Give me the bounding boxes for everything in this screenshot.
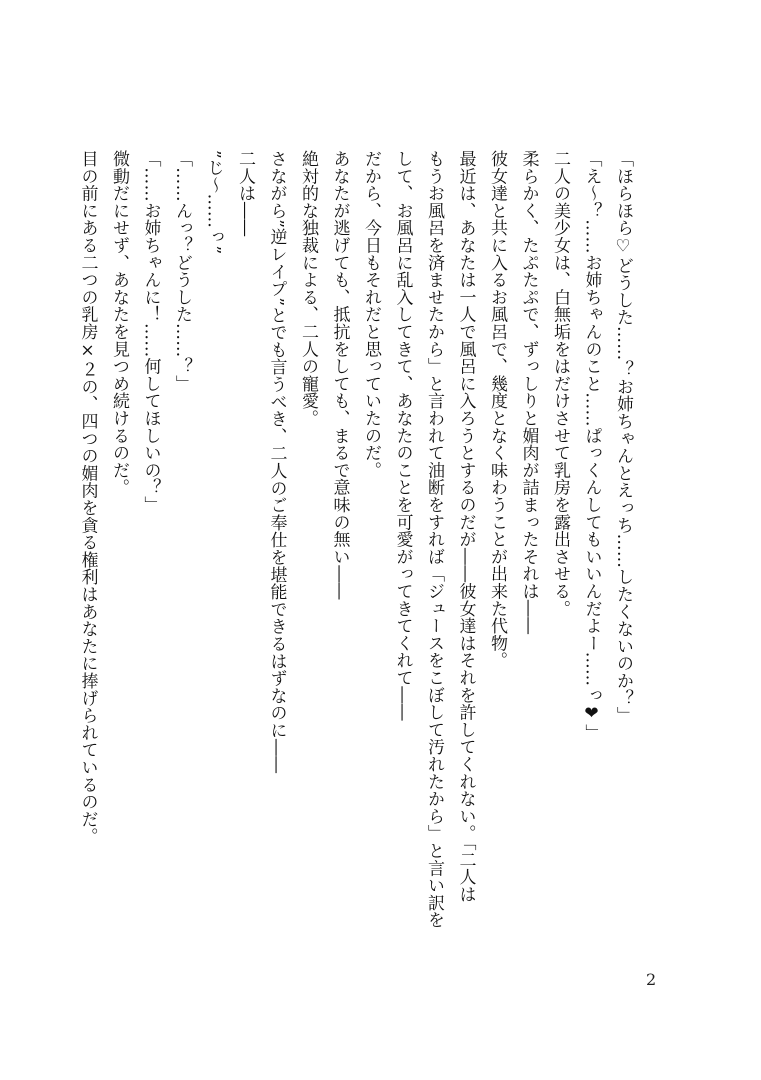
- text-line: あなたが逃げても、抵抗をしても、まるで意味の無い――: [329, 150, 350, 600]
- text-line: 彼女達と共に入るお風呂で、幾度となく味わうことが出来た代物。: [487, 150, 507, 669]
- text-line: して、お風呂に乱入してきて、あなたのことを可愛がってきてくれて――: [392, 150, 413, 721]
- text-line: 二人の美少女は、白無垢をはだけさせて乳房を露出させる。: [550, 150, 570, 618]
- text-line: 微動だにせず、あなたを見つめ続けるのだ。: [109, 150, 129, 496]
- text-line: 「……お姉ちゃんに！……何してほしいの？」: [140, 150, 161, 514]
- text-line: 「ほらほら♡どうした……？お姉ちゃんとえっち……したくないのか？」: [613, 150, 633, 724]
- text-line: 目の前にある二つの乳房×２の、四つの媚肉を貪る権利はあなたに捧げられているのだ。: [77, 150, 98, 845]
- text-line: 二人は――: [235, 150, 255, 237]
- text-line: だから、今日もそれだと思っていたのだ。: [361, 150, 381, 479]
- text-line: 最近は、あなたは一人で風呂に入ろうとするのだが――彼女達はそれを許してくれない。「二人は: [455, 150, 476, 903]
- text-line: 絶対的な独裁による、二人の寵愛。: [298, 150, 318, 427]
- text-line: 柔らかく、たぷたぷで、ずっしりと媚肉が詰まったそれは――: [518, 150, 539, 635]
- text-line: 「え～？……お姉ちゃんのこと……ぱっくんしてもいいんだよー……っ❤」: [581, 150, 602, 742]
- vertical-text-block: [77, 150, 638, 940]
- text-line: もうお風呂を済ませたから」と言われて油断をすれば「ジュースをこぼして汚れたから」と言い訳を: [424, 150, 444, 929]
- text-line: 「……んっ？どうした……？」: [172, 150, 192, 393]
- text-line: ”じ～……っ”: [203, 150, 224, 255]
- text-line: さながら”逆レイプ”とでも言うべき、二人のご奉仕を堪能できるはずなのに――: [266, 150, 287, 774]
- page-number: 2: [646, 970, 657, 989]
